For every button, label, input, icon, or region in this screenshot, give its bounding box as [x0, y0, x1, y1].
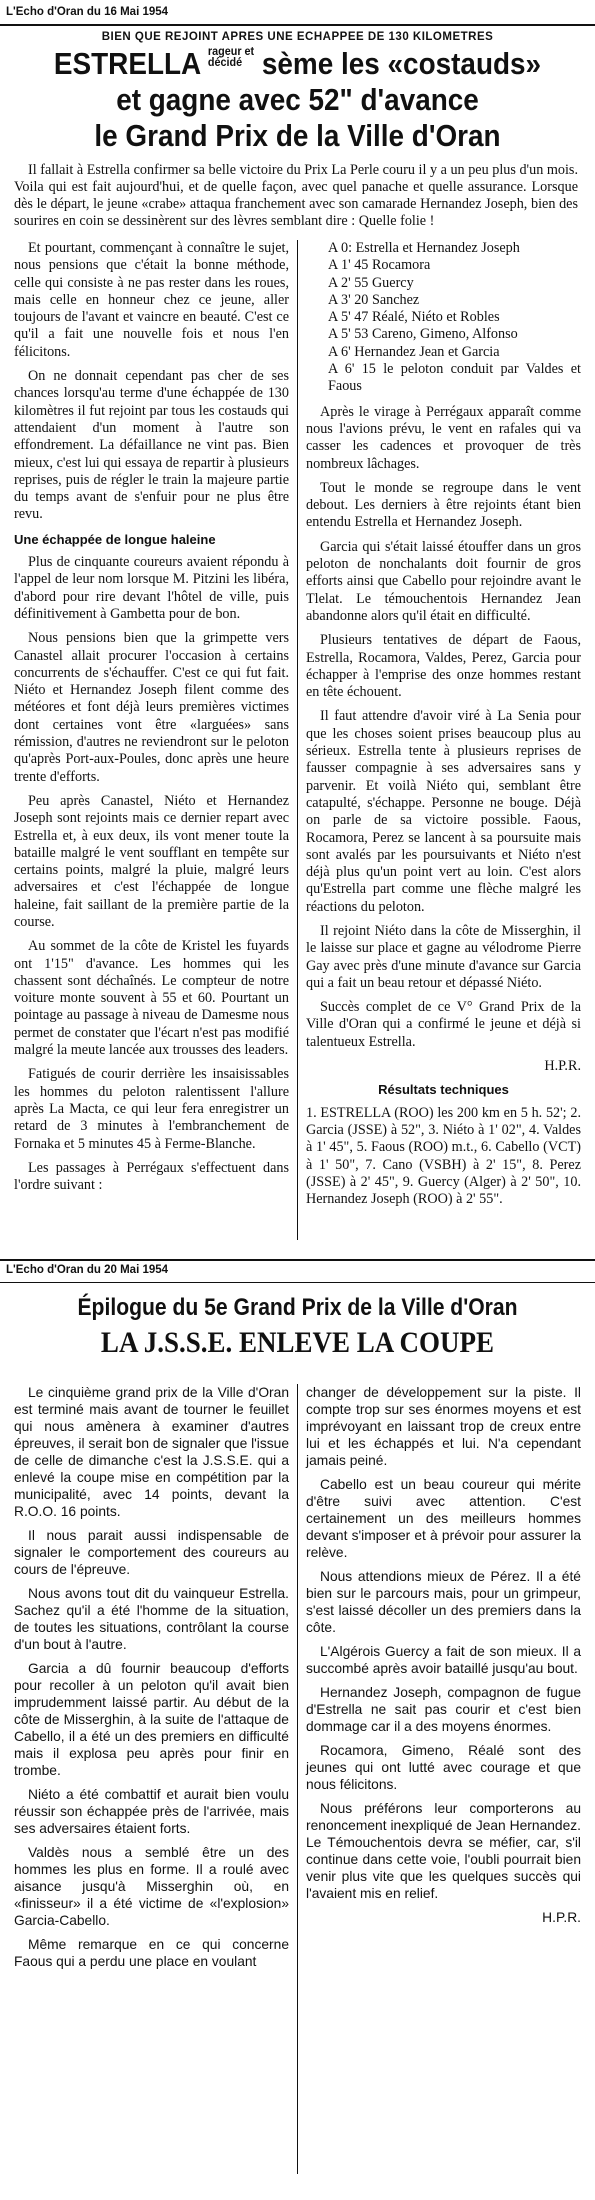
right-paragraph: Succès complet de ce V° Grand Prix de la Ville d'Oran qui a confirmé le jeune et déjà si talentueux Estrella.	[306, 999, 581, 1050]
separator-rule	[0, 1259, 595, 1261]
article2-left-paragraph: Garcia a dû fournir beaucoup d'efforts pour recoller à un peloton qu'il avait bien imprudemment laissé partir. Au début de la côte de Misserghin, à la suite de l'attaque de Cabello, il a été un des premiers en difficulté mais il explosa peu après pour finir en trombe.	[14, 1661, 289, 1778]
lead-paragraph: Il fallait à Estrella confirmer sa belle victoire du Prix La Perle couru il y a un peu plus d'un mois. Voila qui est fait aujourd'hui, et de quelle façon, avec quel panache et quelle assurance. Lorsque dès le départ, le jeune «crabe» attaqua franchement avec son camarade Hernandez Joseph, bien des sourires en coin se dessinèrent sur des lèvres semblant dire : Quelle folie !	[14, 162, 578, 229]
article1-lead	[14, 162, 578, 230]
column-divider	[297, 240, 298, 1240]
article2-dateline: L'Echo d'Oran du 20 Mai 1954	[6, 1264, 169, 1276]
headline-aside	[208, 46, 254, 68]
headline-aside-1: rageur et	[207, 44, 255, 58]
article2-right-paragraph: Rocamora, Gimeno, Réalé sont des jeunes qui ont lutté avec courage et que nous félicitons.	[306, 1743, 581, 1792]
article2-left-paragraph: Nous avons tout dit du vainqueur Estrella. Sachez qu'il a été l'homme de la situation, de toutes les situations, contrôlant la course d'un bout à l'autre.	[14, 1586, 289, 1652]
article2-right-paragraph: Nous préférons leur comporterons au renoncement inexpliqué de Jean Hernandez. Le Témouchentois devra se méfier, car, s'il continue dans cette voie, l'oubli pourrait bien venir plus vite que les quelques succès qui l'avaient mis en relief.	[306, 1801, 581, 1901]
passage-item: A 2' 55 Guercy	[328, 274, 414, 291]
article2-right-paragraph: Cabello est un beau coureur qui mérite d'être suivi avec attention. C'est certainement un des meilleurs hommes devant s'imposer et à prévoir pour assurer la relève.	[306, 1477, 581, 1560]
passage-item: A 1' 45 Rocamora	[328, 257, 431, 274]
article1-headline-line3: le Grand Prix de la Ville d'Oran	[94, 118, 501, 153]
right-paragraph: Garcia qui s'était laissé étouffer dans un gros peloton de nonchalants doit fournir de gros efforts ainsi que Cabello pour rejoindre avant le Tlelat. Le témouchentois Hernandez Jean abandonne alors qu'il était en difficulté.	[306, 538, 581, 624]
passage-item: A 5' 47 Réalé, Niéto et Robles	[328, 309, 500, 326]
article2-right-paragraph: Nous attendions mieux de Pérez. Il a été bien sur le parcours mais, pour un grimpeur, s'est laissé décoller un des premiers dans la côte.	[306, 1569, 581, 1635]
column-divider-2	[297, 1384, 298, 2174]
passage-item: A 6' 15 le peloton conduit par Valdes et Faous	[328, 361, 581, 395]
article1-signature: H.P.R.	[544, 1058, 581, 1075]
article2-left-paragraph: Le cinquième grand prix de la Ville d'Oran est terminé mais avant de tourner le feuillet qui nous amènera à examiner d'autres épreuves, il serait bon de signaler que l'issue de celle de dimanche c'est la J.S.S.E. qui a enlevé la coupe mise en compétition par la municipalité, avec 14 points, devant la R.O.O. 16 points.	[14, 1385, 289, 1519]
article1-kicker: BIEN QUE REJOINT APRES UNE ECHAPPEE DE 130 KILOMETRES	[101, 31, 494, 43]
article2-right-paragraph: L'Algérois Guercy a fait de son mieux. Il a succombé après avoir bataillé jusqu'au bout.	[306, 1644, 581, 1676]
article1-headline-line2: et gagne avec 52" d'avance	[116, 82, 479, 117]
left-paragraph: Plus de cinquante coureurs avaient répondu à l'appel de leur nom lorsque M. Pitzini les libéra, d'abord pour rire devant l'hôtel de ville, puis définitivement à Gambetta pour de bon.	[14, 554, 289, 622]
passages-list	[306, 240, 581, 396]
left-paragraph: Les passages à Perrégaux s'effectuent dans l'ordre suivant :	[14, 1159, 289, 1194]
headline-aside-2: décidé	[207, 55, 243, 69]
left-paragraph: Au sommet de la côte de Kristel les fuyards ont 1'15" d'avance. Les hommes qui les chassent sont déchaînés. Le compteur de notre voiture monte souvent à 55 et 60. Pourtant un pointage au passage à niveau de Damesme nous permet de constater que l'écart n'est pas modifié malgré la meute lancée aux trousses des leaders.	[14, 938, 289, 1059]
left-paragraph: Nous pensions bien que la grimpette vers Canastel allait procurer l'occasion à certains concurrents de s'échauffer. C'est ce qui fut fait. Niéto et Hernandez Joseph filent comme des météores et font déjà leurs premières victimes dont certaines vont être «larguées» sans rémission, d'autres ne reviendront sur le peloton qu'après Port-aux-Poules, donc après une heure trente d'efforts.	[14, 630, 289, 785]
passage-item: A 0: Estrella et Hernandez Joseph	[328, 240, 520, 256]
right-paragraph: Plusieurs tentatives de départ de Faous, Estrella, Rocamora, Valdes, Perez, Garcia pour échapper à l'emprise des onze hommes restant en tête échouent.	[306, 632, 581, 701]
article2-headline-1: Épilogue du 5e Grand Prix de la Ville d'Oran	[77, 1294, 518, 1321]
article2-left-paragraph: Valdès nous a semblé être un des hommes les plus en forme. Il a roulé avec aisance jusqu'à Misserghin où, en «finisseur» il a été victime de «l'explosion» Garcia-Cabello.	[14, 1845, 289, 1928]
results-text: 1. ESTRELLA (ROO) les 200 km en 5 h. 52'; 2. Garcia (JSSE) à 52", 3. Niéto à 1' 02", 4. Valdes à 1' 45", 5. Faous (ROO) m.t., 6. Cabello (VCT) à 1' 50", 7. Cano (VSBH) à 2' 15", 8. Perez (JSSE) à 2' 45", 9. Guercy (Alger) à 2' 50", 10. Hernandez Joseph (ROO) à 2' 55".	[306, 1104, 581, 1208]
right-paragraph: Tout le monde se regroupe dans le vent debout. Les derniers à être rejoints étant bien entendu Estrella et Hernandez Joseph.	[306, 479, 581, 531]
article2-right-column	[306, 1384, 581, 1932]
article1-right-column	[306, 240, 581, 1215]
article2-right-paragraph: changer de développement sur la piste. Il compte trop sur ses énormes moyens et est imprévoyant en laissant trop de creux entre lui et les échappés et lui. N'a cependant jamais peiné.	[306, 1385, 581, 1468]
passage-item: A 3' 20 Sanchez	[328, 291, 420, 308]
article2-right-paragraph: Hernandez Joseph, compagnon de fugue d'Estrella ne sait pas courir et c'est bien dommage car il a des moyens énormes.	[306, 1685, 581, 1734]
passage-item: A 6' Hernandez Jean et Garcia	[328, 343, 500, 360]
article2-left-column	[14, 1384, 289, 1977]
headline-name: ESTRELLA	[53, 46, 201, 81]
article2-left-paragraph: Même remarque en ce qui concerne Faous qui a perdu une place en voulant	[14, 1937, 289, 1969]
right-paragraph: Après le virage à Perrégaux apparaît comme nous l'avions prévu, le vent en rafales qui va casser les cadences et provoquer de très nombreux lâchages.	[306, 403, 581, 472]
article2-left-paragraph: Il nous parait aussi indispensable de signaler le comportement des coureurs au cours de l'épreuve.	[14, 1528, 289, 1577]
article2-rule	[0, 1282, 595, 1283]
right-paragraph: Il rejoint Niéto dans la côte de Misserghin, il le laisse sur place et gagne au vélodrome Pierre Gay avec près d'une minute d'avance sur Garcia qui a fait un beau retour et dépassé Niéto.	[306, 922, 581, 991]
left-paragraph: On ne donnait cependant pas cher de ses chances lorsqu'au terme d'une échappée de 130 kilomètres il fut rejoint par tous les costauds qui attendaient d'un moment à l'autre son effondrement. La défaillance ne vint pas. Bien mieux, c'est lui qui essaya de repartir à plusieurs reprises, puis de régler le train la majeure partie du temps avant de s'enfuir pour ne plus être revu.	[14, 368, 289, 523]
results-title: Résultats techniques	[378, 1082, 509, 1098]
left-paragraph: Et pourtant, commençant à connaître le sujet, nous pensions que c'était la bonne méthode, celle qui consiste à ne pas rester dans les roues, mais celle en honneur chez ce jeune, aller toujours de l'avant et vaincre en beauté. C'est ce qu'il a fait une nouvelle fois et nous l'en félicitons.	[14, 240, 289, 360]
article1-headline-line1	[30, 46, 566, 81]
left-paragraph: Fatigués de courir derrière les insaisissables les hommes du peloton ralentissent l'allure après La Macta, ce qui leur fera enregistrer un retard de 3 minutes à l'embranchement de Fornaka et 5 minutes 45 à Ferme-Blanche.	[14, 1066, 289, 1152]
left-paragraph: Peu après Canastel, Niéto et Hernandez Joseph sont rejoints mais ce dernier repart avec Estrella et, à eux deux, ils vont mener toute la bataille malgré le vent soufflant en tempête sur certains points, malgré la pluie, malgré leurs adversaires et c'est l'échappée de longue haleine, fait saillant de la première partie de la course.	[14, 792, 289, 930]
article2-headline-2: LA J.S.S.E. ENLEVE LA COUPE	[100, 1326, 495, 1359]
right-paragraph: Il faut attendre d'avoir viré à La Senia pour que les choses soient prises beaucoup plus au sérieux. Estrella tente à plusieurs reprises de fausser compagnie à ses adversaires sans y parvenir. Et voilà Niéto qui, semblant être catapulté, s'échappe. Personne ne bouge. Déjà on parle de sa victoire possible. Faous, Rocamora, Perez se lancent à sa poursuite mais sont avalés par les poursuivants et Niéto n'est déjà plus qu'un point vert au loin. C'est alors qu'Estrella part comme une flèche malgré les réactions du peloton.	[306, 708, 581, 915]
passage-item: A 5' 53 Careno, Gimeno, Alfonso	[328, 326, 518, 343]
article1-dateline: L'Echo d'Oran du 16 Mai 1954	[6, 6, 169, 18]
headline-line1-rest: sème les «costauds»	[261, 46, 542, 81]
subhead-longue-haleine: Une échappée de longue haleine	[14, 531, 216, 547]
article2-left-paragraph: Niéto a été combattif et aurait bien voulu réussir son échappée près de l'arrivée, mais ses adversaires étaient forts.	[14, 1787, 289, 1836]
article1-left-column	[14, 240, 289, 1201]
top-rule	[0, 24, 595, 26]
article2-signature: H.P.R.	[542, 1910, 581, 1925]
